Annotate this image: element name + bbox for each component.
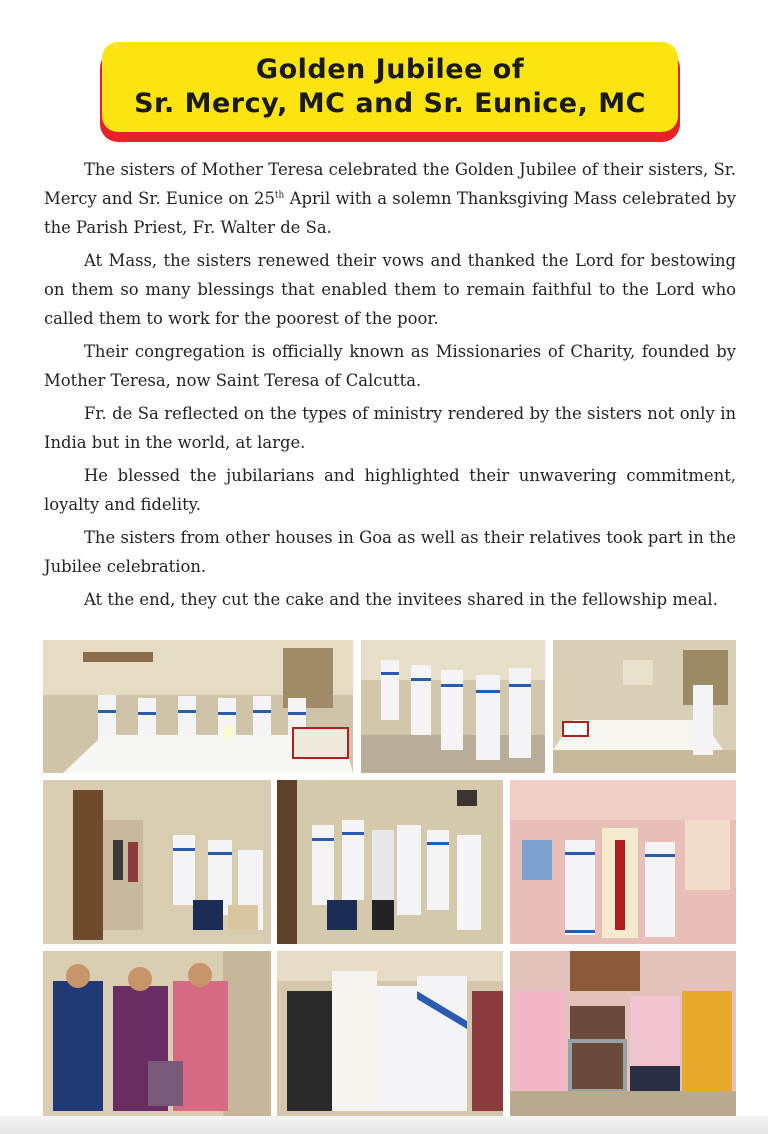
photo-family-seated xyxy=(510,951,736,1116)
paragraph-5: He blessed the jubilarians and highlighted their unwavering commitment, loyalty and fidelity. xyxy=(44,466,736,514)
banner-panel xyxy=(102,42,678,132)
photo-jubilarians-greeting xyxy=(277,951,503,1116)
photo-altar-table xyxy=(553,640,736,773)
paragraph-2: At Mass, the sisters renewed their vows and thanked the Lord for bestowing on them so many blessings that enabled them to remain faithful to the Lord who called them to work for the poorest of the poor. xyxy=(44,251,736,328)
photo-chapel-doorway xyxy=(43,780,271,944)
photo-priest-with-sisters xyxy=(510,780,736,944)
p1-superscript: th xyxy=(274,190,285,201)
p1-text-a: The sisters of Mother Teresa celebrated the Golden Jubilee of their sisters, Sr. Mercy and Sr. Eunice on 25 xyxy=(44,160,736,208)
title-line-2: Sr. Mercy, MC and Sr. Eunice, MC xyxy=(134,88,646,119)
p1-text-b: April with a solemn Thanksgiving Mass celebrated by the Parish Priest, Fr. Walter de Sa. xyxy=(44,189,736,237)
photo-relatives-group xyxy=(43,951,271,1116)
article-body xyxy=(44,155,736,618)
photo-group-chapel xyxy=(277,780,503,944)
bottom-edge-band xyxy=(0,1116,768,1134)
title-banner xyxy=(100,42,680,142)
paragraph-6: The sisters from other houses in Goa as well as their relatives took part in the Jubilee celebration. xyxy=(44,528,736,576)
paragraph-4: Fr. de Sa reflected on the types of ministry rendered by the sisters not only in India but in the world, at large. xyxy=(44,404,736,452)
paragraph-7: At the end, they cut the cake and the invitees shared in the fellowship meal. xyxy=(84,590,718,609)
photo-sisters-procession xyxy=(361,640,545,773)
title-line-1: Golden Jubilee of xyxy=(255,54,525,85)
photo-mass-altar xyxy=(43,640,353,773)
paragraph-3: Their congregation is officially known as Missionaries of Charity, founded by Mother Teresa, now Saint Teresa of Calcutta. xyxy=(44,342,736,390)
paragraph-1 xyxy=(44,155,736,242)
